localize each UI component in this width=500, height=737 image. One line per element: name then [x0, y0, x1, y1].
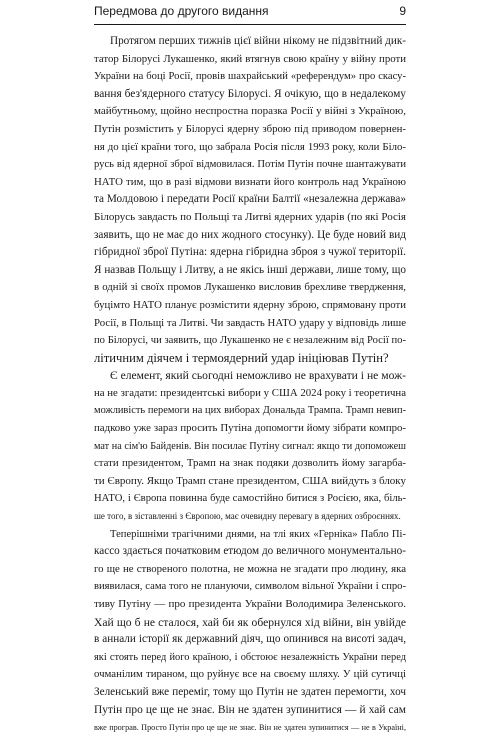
- text-line: Я назвав Польщу і Литву, а не якісь інші держави, лише тому, що: [94, 263, 406, 276]
- text-line: мат на сім'ю Байденів. Він посилає Путіну сигнал: якщо ти допоможеш: [94, 440, 406, 452]
- text-line: та Молдовою і передати Росії країни Балтії «незалежна держава»: [94, 193, 406, 206]
- text-line: кассо здається початковим етюдом до величного монументально-: [94, 545, 406, 558]
- text-line: Є елемент, який сьогодні неможливо не врахувати і не мож-: [110, 369, 406, 383]
- text-line: Хай що б не сталося, хай би як обернулся хід війни, він увійде: [94, 615, 406, 629]
- text-line: буцімто НАТО планує розмістити ядерну зброю, спрямовану проти: [94, 298, 406, 311]
- text-line: ти Європу. Якщо Трамп стане президентом, США вийдуть з блоку: [94, 474, 406, 487]
- text-line: які стоять перед його країною, і обстоює незалежність України перед: [94, 651, 406, 663]
- text-line: в аннали історії як державний діяч, що опинився на висоті задач,: [94, 633, 406, 646]
- text-line: в одній зі своїх промов Лукашенко висловив брехливе твердження,: [94, 281, 406, 294]
- text-line: ня до цієї країни того, що забрала Росія після 1993 року, коли Біло-: [94, 140, 406, 153]
- text-line: на не згадати: президентські вибори у США 2024 року і теоретична: [94, 386, 406, 399]
- text-line: тиву Путіну — про президента України Володимира Зеленського.: [94, 598, 406, 610]
- text-line: літичним діячем і термоядерний удар ініціював Путін?: [94, 350, 389, 365]
- text-line: ше того, в зіставленні з Європою, має очевидну перевагу в ядерних озброєннях.: [94, 511, 401, 522]
- text-line: майбутньому, щойно неспростна поразка Росії у війні з Україною,: [94, 105, 406, 118]
- text-line: України на боці Росії, провів шахрайський «референдум» про скасу-: [94, 71, 406, 83]
- text-line: НАТО тим, що в разі відмови визнати його контроль над Україною: [94, 175, 406, 188]
- text-line: виявилася, сама того не плануючи, символом вільної України і спро-: [94, 581, 406, 593]
- text-line: Теперішніми трагічними днями, на тлі яких «Герніка» Пабло Пі-: [110, 528, 406, 540]
- text-line: го ще не створеного полотна, не можна не згадати про людину, яка: [94, 562, 406, 575]
- text-line: заявить, що не має до них жодного стосунку). Це буде новий вид: [94, 228, 406, 241]
- text-line: НАТО, і Європа повинна буде самостійно битися з Росією, яка, біль-: [94, 493, 406, 505]
- text-line: Білорусь завдасть по Польщі та Литві ядерних ударів (по які Росія: [94, 210, 406, 223]
- text-line: стати президентом, Трамп на знак подяки дозволить йому загарба-: [94, 457, 406, 470]
- text-line: можливість перемоги на цих виборах Дональда Трампа. Трамп невип-: [94, 405, 406, 417]
- text-line: Росії, в Польщі та Литві. Чи завдасть НАТО удару у відповідь лише: [94, 316, 406, 329]
- text-line: русь від ядерної зброї відмовилася. Потім Путін почне шантажувати: [94, 159, 406, 171]
- text-line: вже програв. Просто Путін про це ще не знає. Він не здатен зупинитися — не в Україні,: [94, 723, 406, 733]
- body-text: [94, 33, 406, 737]
- text-line: Зеленський вже переміг, тому що Путін не здатен перемогти, хоч: [94, 685, 406, 698]
- text-line: по Білорусі, чи заявить, що Лукашенко не є незалежним від Росії по-: [94, 335, 406, 347]
- text-line: вання без'ядерного статусу Білорусі. Я очікую, що в недалекому: [94, 87, 406, 100]
- text-line: татор Білорусі Лукашенко, який втягнув свою країну у війну проти: [94, 52, 406, 65]
- running-title: Передмова до другого видання: [94, 4, 269, 18]
- running-header: [94, 0, 406, 25]
- text-line: Путін розмістить у Білорусі ядерну зброю під приводом повернен-: [94, 122, 406, 135]
- text-line: Протягом перших тижнів цієї війни нікому не підзвітний дик-: [110, 35, 406, 47]
- text-line: падково уже зараз просить Путіна допомогти йому зібрати компро-: [94, 422, 406, 435]
- page-number: 9: [399, 4, 406, 18]
- text-line: очманілим тираном, що руйнує все на своєму шляху. У цій сутичці: [94, 668, 406, 681]
- text-line: Путін про це ще не знає. Він не здатен зупинитися — й хай сам: [94, 703, 406, 716]
- text-line: гібридної зброї Путіна: ядерна гібридна зброя з чужої території.: [94, 246, 406, 259]
